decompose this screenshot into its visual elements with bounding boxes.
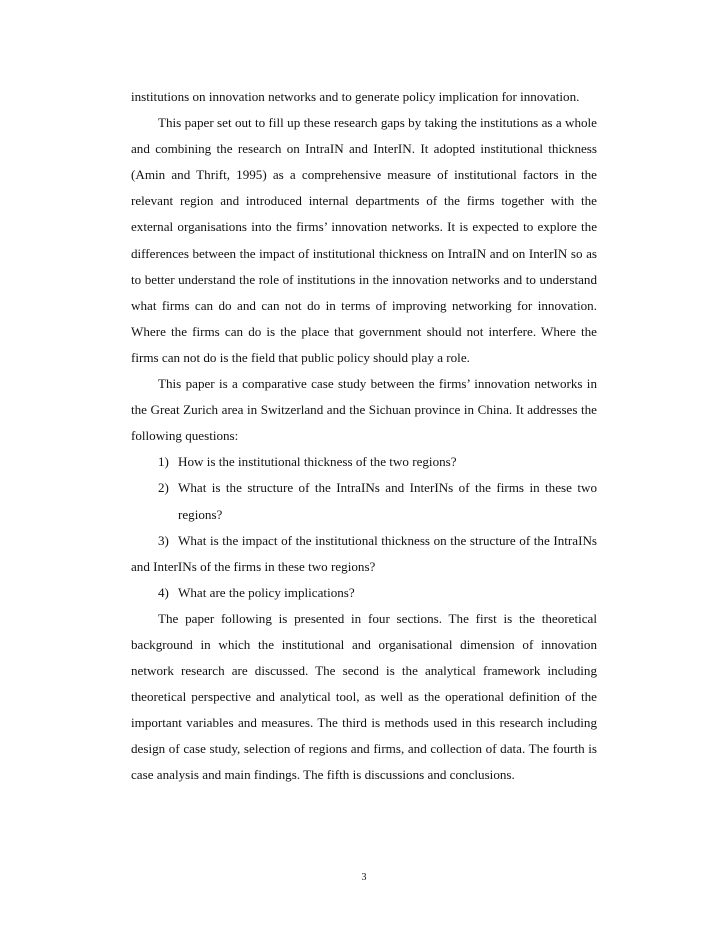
question-item-1 [131,449,597,475]
paragraph-structure: The paper following is presented in four sections. The first is the theoretical background in which the institutional and organisational dimension of innovation network research are discussed. The second is the analytical framework including theoretical perspective and analytical tool, as well as the operational definition of the important variables and measures. The third is methods used in this research including design of case study, selection of regions and firms, and collection of data. The fourth is case analysis and main findings. The fifth is discussions and conclusions. [131,610,597,783]
question-text: What are the policy implications? [178,584,355,600]
paragraph-continuation: institutions on innovation networks and to generate policy implication for innovation. [131,89,580,104]
question-item-4 [131,580,597,606]
question-number: 3) [158,532,169,548]
body-text [131,84,597,789]
paragraph-case-study: This paper is a comparative case study between the firms’ innovation networks in the Great Zurich area in Switzerland and the Sichuan province in China. It addresses the following questions: [131,376,597,444]
question-item-3 [131,528,597,580]
question-text: How is the institutional thickness of the two regions? [178,454,457,470]
question-text: What is the structure of the IntraINs and InterINs of the firms in these two regions? [178,480,597,522]
question-number: 1) [158,454,169,470]
page-number: 3 [361,872,367,883]
paragraph-research-gaps: This paper set out to fill up these research gaps by taking the institutions as a whole and combining the research on IntraIN and InterIN. It adopted institutional thickness (Amin and Thrift, 1995) as a comprehensive measure of institutional factors in the relevant region and introduced internal departments of the firms together with the external organisations into the firms’ innovation networks. It is expected to explore the differences between the impact of institutional thickness on IntraIN and on InterIN so as to better understand the role of institutions in the innovation networks and to understand what firms can do and can not do in terms of improving networking for innovation. Where the firms can do is the place that government should not interfere. Where the firms can not do is the field that public policy should play a role. [131,115,597,365]
question-number: 4) [158,584,169,600]
question-number: 2) [158,480,169,496]
question-text: What is the impact of the institutional thickness on the structure of the IntraINs and InterINs of the firms in these two regions? [131,532,597,574]
question-item-2 [131,475,597,527]
research-questions-list [131,449,597,606]
